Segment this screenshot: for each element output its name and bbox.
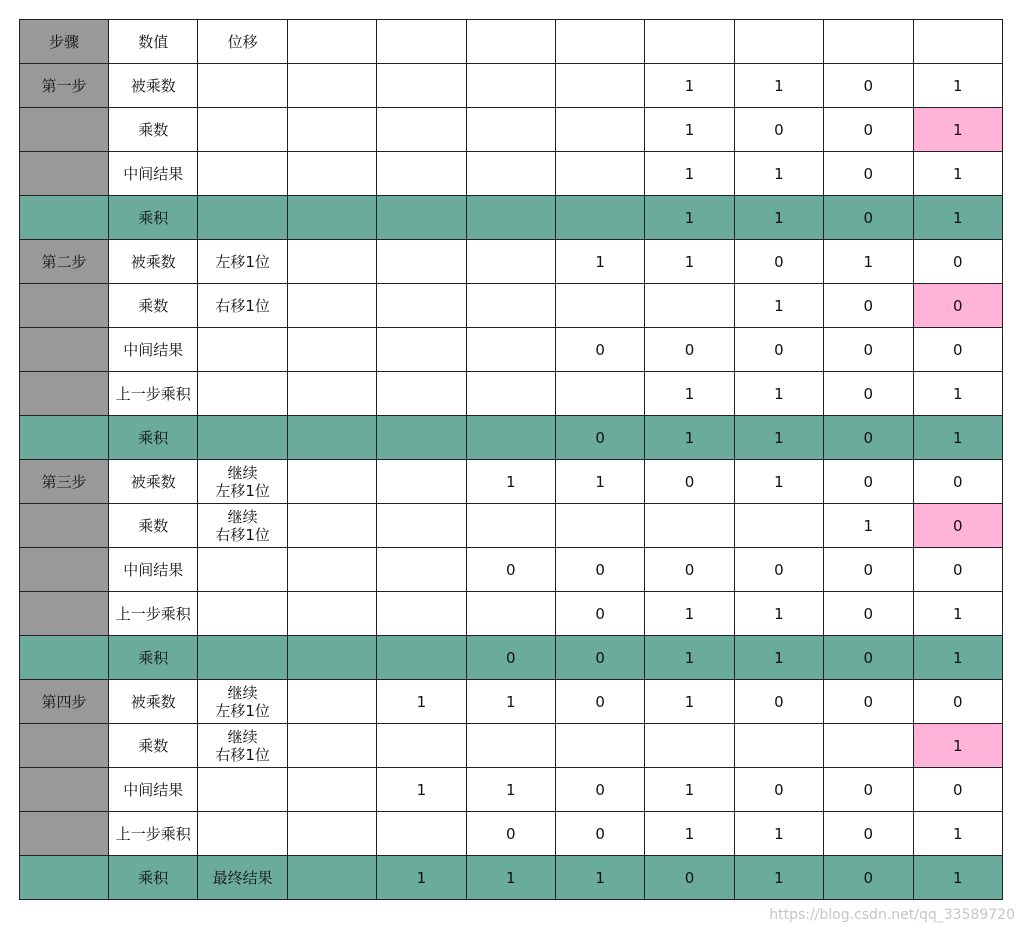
bit-cell: 1	[466, 856, 555, 900]
step-cell	[20, 372, 109, 416]
bit-cell: 1	[734, 812, 823, 856]
bit-cell: 0	[555, 636, 644, 680]
bit-cell	[287, 636, 376, 680]
bit-cell	[466, 284, 555, 328]
bit-cell: 0	[913, 240, 1002, 284]
header-cell	[913, 20, 1002, 64]
shift-cell: 继续 左移1位	[198, 460, 287, 504]
bit-cell	[466, 416, 555, 460]
bit-cell: 1	[913, 416, 1002, 460]
bit-cell: 0	[555, 768, 644, 812]
shift-cell	[198, 64, 287, 108]
bit-cell	[377, 548, 466, 592]
product-row	[20, 196, 1003, 240]
bit-cell	[377, 812, 466, 856]
value-label-cell: 中间结果	[109, 768, 198, 812]
bit-cell	[466, 196, 555, 240]
shift-cell	[198, 548, 287, 592]
bit-cell: 0	[466, 548, 555, 592]
bit-cell	[555, 196, 644, 240]
bit-cell	[645, 504, 734, 548]
bit-cell: 1	[645, 240, 734, 284]
value-label-cell: 乘积	[109, 636, 198, 680]
bit-cell: 1	[734, 64, 823, 108]
value-label-cell: 乘数	[109, 504, 198, 548]
header-cell	[734, 20, 823, 64]
value-label-cell: 被乘数	[109, 460, 198, 504]
bit-cell	[377, 152, 466, 196]
header-cell	[377, 20, 466, 64]
table-row	[20, 372, 1003, 416]
table-row	[20, 460, 1003, 504]
bit-cell: 1	[734, 460, 823, 504]
step-cell	[20, 812, 109, 856]
bit-cell: 1	[913, 856, 1002, 900]
value-label-cell: 乘积	[109, 856, 198, 900]
shift-cell: 最终结果	[198, 856, 287, 900]
bit-cell: 0	[824, 372, 913, 416]
shift-cell	[198, 196, 287, 240]
bit-cell	[645, 284, 734, 328]
bit-cell	[377, 372, 466, 416]
bit-cell: 0	[734, 548, 823, 592]
bit-cell: 1	[645, 372, 734, 416]
bit-cell: 0	[824, 152, 913, 196]
bit-cell: 1	[734, 152, 823, 196]
bit-cell	[377, 724, 466, 768]
bit-cell: 0	[645, 328, 734, 372]
value-label-cell: 乘数	[109, 284, 198, 328]
header-cell: 步骤	[20, 20, 109, 64]
header-cell	[555, 20, 644, 64]
bit-cell: 0	[913, 504, 1002, 548]
table-row	[20, 768, 1003, 812]
table-row	[20, 724, 1003, 768]
value-label-cell: 上一步乘积	[109, 592, 198, 636]
bit-cell: 0	[645, 460, 734, 504]
bit-cell	[287, 812, 376, 856]
table-row	[20, 504, 1003, 548]
bit-cell	[287, 460, 376, 504]
step-cell	[20, 856, 109, 900]
step-cell: 第三步	[20, 460, 109, 504]
bit-cell	[734, 504, 823, 548]
value-label-cell: 被乘数	[109, 64, 198, 108]
bit-cell	[377, 240, 466, 284]
bit-cell	[377, 460, 466, 504]
bit-cell: 1	[913, 64, 1002, 108]
bit-cell	[555, 64, 644, 108]
value-label-cell: 乘数	[109, 724, 198, 768]
bit-cell: 0	[913, 284, 1002, 328]
bit-cell: 0	[555, 548, 644, 592]
table-row	[20, 240, 1003, 284]
bit-cell: 1	[824, 504, 913, 548]
header-cell	[645, 20, 734, 64]
bit-cell	[287, 416, 376, 460]
bit-cell: 1	[734, 592, 823, 636]
bit-cell	[377, 284, 466, 328]
bit-cell	[377, 108, 466, 152]
bit-cell: 0	[734, 240, 823, 284]
shift-cell: 右移1位	[198, 284, 287, 328]
bit-cell: 0	[824, 460, 913, 504]
step-cell	[20, 328, 109, 372]
step-cell	[20, 416, 109, 460]
bit-cell: 0	[555, 680, 644, 724]
bit-cell	[645, 724, 734, 768]
step-cell	[20, 724, 109, 768]
bit-cell	[287, 328, 376, 372]
header-cell	[466, 20, 555, 64]
bit-cell: 0	[466, 636, 555, 680]
bit-cell: 1	[645, 812, 734, 856]
bit-cell	[287, 856, 376, 900]
bit-cell: 0	[824, 856, 913, 900]
value-label-cell: 中间结果	[109, 548, 198, 592]
bit-cell	[466, 504, 555, 548]
bit-cell	[287, 592, 376, 636]
bit-cell: 0	[913, 548, 1002, 592]
table-row	[20, 548, 1003, 592]
bit-cell	[287, 108, 376, 152]
table-row	[20, 680, 1003, 724]
bit-cell	[377, 328, 466, 372]
table-row	[20, 152, 1003, 196]
bit-cell: 1	[913, 812, 1002, 856]
bit-cell: 0	[913, 460, 1002, 504]
bit-cell: 0	[824, 548, 913, 592]
value-label-cell: 上一步乘积	[109, 812, 198, 856]
bit-cell	[466, 592, 555, 636]
bit-cell: 0	[824, 416, 913, 460]
bit-cell	[287, 680, 376, 724]
bit-cell: 0	[913, 680, 1002, 724]
bit-cell: 0	[555, 416, 644, 460]
bit-cell: 1	[466, 680, 555, 724]
shift-cell	[198, 108, 287, 152]
bit-cell	[287, 196, 376, 240]
bit-cell: 1	[645, 636, 734, 680]
bit-cell: 0	[645, 856, 734, 900]
bit-cell	[377, 592, 466, 636]
bit-cell: 1	[734, 416, 823, 460]
bit-cell: 1	[645, 64, 734, 108]
bit-cell: 1	[913, 372, 1002, 416]
bit-cell	[377, 196, 466, 240]
product-row	[20, 416, 1003, 460]
bit-cell: 0	[734, 328, 823, 372]
bit-cell	[555, 108, 644, 152]
bit-cell	[287, 768, 376, 812]
bit-cell: 0	[824, 108, 913, 152]
step-cell	[20, 636, 109, 680]
bit-cell	[466, 724, 555, 768]
product-row	[20, 636, 1003, 680]
bit-cell: 0	[734, 680, 823, 724]
table-row	[20, 64, 1003, 108]
bit-cell	[555, 724, 644, 768]
value-label-cell: 被乘数	[109, 240, 198, 284]
step-cell	[20, 768, 109, 812]
value-label-cell: 乘数	[109, 108, 198, 152]
bit-cell	[466, 372, 555, 416]
bit-cell: 1	[466, 460, 555, 504]
bit-cell: 1	[645, 416, 734, 460]
bit-cell: 1	[734, 856, 823, 900]
product-row	[20, 856, 1003, 900]
bit-cell	[466, 328, 555, 372]
bit-cell: 0	[555, 328, 644, 372]
bit-cell	[287, 724, 376, 768]
table-row	[20, 812, 1003, 856]
bit-cell	[377, 416, 466, 460]
bit-cell	[555, 504, 644, 548]
bit-cell	[287, 284, 376, 328]
bit-cell	[466, 152, 555, 196]
bit-cell	[377, 636, 466, 680]
shift-cell	[198, 592, 287, 636]
bit-cell: 1	[377, 856, 466, 900]
shift-cell	[198, 328, 287, 372]
bit-cell	[377, 64, 466, 108]
bit-cell	[287, 240, 376, 284]
value-label-cell: 乘积	[109, 196, 198, 240]
table-row	[20, 108, 1003, 152]
step-cell	[20, 108, 109, 152]
bit-cell	[466, 108, 555, 152]
bit-cell: 1	[645, 196, 734, 240]
bit-cell: 1	[645, 108, 734, 152]
bit-cell	[555, 372, 644, 416]
bit-cell	[287, 548, 376, 592]
bit-cell: 1	[377, 680, 466, 724]
bit-cell	[555, 284, 644, 328]
bit-cell: 1	[913, 196, 1002, 240]
bit-cell: 0	[913, 328, 1002, 372]
bit-cell	[377, 504, 466, 548]
bit-cell	[734, 724, 823, 768]
bit-cell: 1	[913, 592, 1002, 636]
header-cell: 数值	[109, 20, 198, 64]
bit-cell: 0	[824, 284, 913, 328]
bit-cell	[466, 64, 555, 108]
header-cell	[824, 20, 913, 64]
bit-cell: 1	[913, 636, 1002, 680]
value-label-cell: 中间结果	[109, 152, 198, 196]
bit-cell: 1	[555, 240, 644, 284]
header-cell: 位移	[198, 20, 287, 64]
shift-cell	[198, 416, 287, 460]
bit-cell: 0	[824, 328, 913, 372]
bit-cell: 0	[824, 592, 913, 636]
shift-cell	[198, 152, 287, 196]
bit-cell: 0	[734, 108, 823, 152]
bit-cell: 1	[555, 856, 644, 900]
shift-cell	[198, 812, 287, 856]
shift-cell	[198, 372, 287, 416]
shift-cell: 左移1位	[198, 240, 287, 284]
value-label-cell: 中间结果	[109, 328, 198, 372]
shift-cell: 继续 右移1位	[198, 504, 287, 548]
bit-cell: 0	[734, 768, 823, 812]
bit-cell: 0	[466, 812, 555, 856]
step-cell: 第一步	[20, 64, 109, 108]
watermark: https://blog.csdn.net/qq_33589720	[769, 907, 1015, 923]
bit-cell: 0	[824, 680, 913, 724]
bit-cell	[555, 152, 644, 196]
bit-cell: 0	[645, 548, 734, 592]
bit-cell: 1	[466, 768, 555, 812]
bit-cell: 1	[913, 108, 1002, 152]
bit-cell: 1	[645, 152, 734, 196]
bit-cell	[287, 152, 376, 196]
bit-cell: 0	[913, 768, 1002, 812]
value-label-cell: 上一步乘积	[109, 372, 198, 416]
bit-cell: 1	[645, 592, 734, 636]
bit-cell: 1	[734, 196, 823, 240]
step-cell	[20, 284, 109, 328]
step-cell: 第二步	[20, 240, 109, 284]
table-row	[20, 328, 1003, 372]
bit-cell: 0	[824, 64, 913, 108]
bit-cell: 0	[555, 592, 644, 636]
step-cell: 第四步	[20, 680, 109, 724]
bit-cell: 1	[645, 768, 734, 812]
table-row	[20, 592, 1003, 636]
value-label-cell: 乘积	[109, 416, 198, 460]
bit-cell: 1	[734, 284, 823, 328]
bit-cell: 0	[824, 812, 913, 856]
bit-cell: 0	[824, 196, 913, 240]
step-cell	[20, 196, 109, 240]
step-cell	[20, 548, 109, 592]
bit-cell: 1	[913, 152, 1002, 196]
shift-cell	[198, 768, 287, 812]
bit-cell	[466, 240, 555, 284]
shift-cell: 继续 右移1位	[198, 724, 287, 768]
bit-cell	[824, 724, 913, 768]
bit-cell: 0	[824, 636, 913, 680]
bit-cell: 1	[913, 724, 1002, 768]
value-label-cell: 被乘数	[109, 680, 198, 724]
bit-cell	[287, 64, 376, 108]
bit-cell: 1	[377, 768, 466, 812]
step-cell	[20, 592, 109, 636]
bit-cell: 1	[645, 680, 734, 724]
bit-cell	[287, 504, 376, 548]
bit-cell: 1	[824, 240, 913, 284]
bit-cell: 1	[734, 372, 823, 416]
bit-cell: 1	[734, 636, 823, 680]
shift-cell: 继续 左移1位	[198, 680, 287, 724]
bit-cell	[287, 372, 376, 416]
bit-cell: 0	[555, 812, 644, 856]
header-row	[20, 20, 1003, 64]
step-cell	[20, 504, 109, 548]
header-cell	[287, 20, 376, 64]
table-row	[20, 284, 1003, 328]
shift-cell	[198, 636, 287, 680]
step-cell	[20, 152, 109, 196]
bit-cell: 1	[555, 460, 644, 504]
multiplication-table	[19, 19, 1003, 900]
bit-cell: 0	[824, 768, 913, 812]
